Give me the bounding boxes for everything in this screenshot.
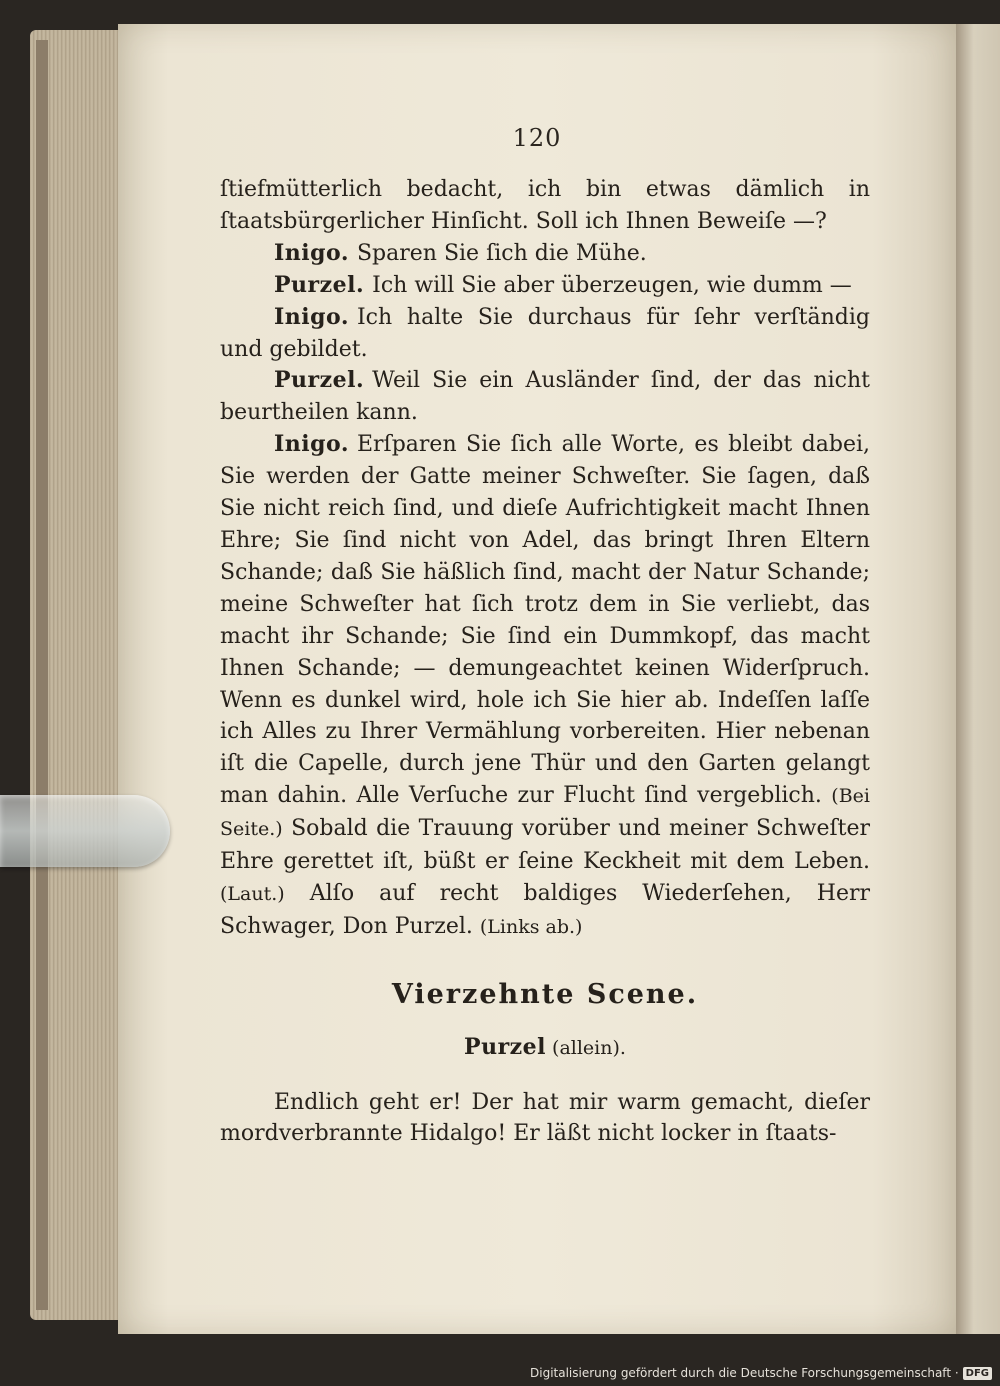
speaker-name: Inigo.: [274, 239, 349, 266]
page-text: [220, 174, 870, 1150]
dialogue-text: Ich will Sie aber überzeugen, wie dumm —: [372, 272, 852, 298]
dialogue-line: [220, 302, 870, 366]
stage-direction: (Links ab.): [479, 915, 583, 938]
footer-credit-text: Digitalisierung gefördert durch die Deutsche Forschungsgemeinschaft ·: [530, 1366, 959, 1380]
stage-direction: (Bei Seite.): [220, 785, 870, 841]
book-cover-edge: [36, 40, 48, 1310]
scene-character-line: [220, 1032, 870, 1065]
paragraph-continuation: ſtiefmütterlich bedacht, ich bin etwas dämlich in ſtaatsbürgerlicher Hinſicht. Soll ich Ihnen Beweiſe —?: [220, 177, 870, 234]
monologue-paragraph: Endlich geht er! Der hat mir warm gemacht, dieſer mordverbrannte Hidalgo! Er läßt nicht locker in ſtaats-: [220, 1089, 870, 1147]
stage-direction: (Laut.): [220, 882, 285, 905]
speaker-name: Inigo.: [274, 303, 349, 330]
speaker-name: Inigo.: [274, 431, 349, 458]
dialogue-text: Ich halte Sie durchaus für ſehr verſtändig und gebildet.: [220, 304, 870, 362]
dialogue-text: Sobald die Trauung vorüber und meiner Schweſter Ehre gerettet iſt, büßt er ſeine Keckheit mit dem Leben.: [220, 816, 870, 875]
dialogue-line: [220, 429, 870, 944]
plastic-page-clip: [0, 795, 170, 867]
dialogue-text: Alſo auf recht baldiges Wiederſehen, Herr Schwager, Don Purzel.: [220, 880, 870, 939]
scene-character-note: (allein).: [552, 1036, 626, 1059]
speaker-name: Purzel.: [274, 271, 365, 298]
dfg-logo-icon: DFG: [963, 1367, 992, 1380]
dialogue-line: [220, 238, 870, 270]
scene-heading: Vierzehnte Scene.: [391, 978, 699, 1010]
dialogue-line: [220, 270, 870, 302]
page-number: 120: [512, 124, 562, 152]
dialogue-text: Sparen Sie ſich die Mühe.: [356, 240, 647, 266]
book-page: [118, 24, 956, 1334]
scene-character: Purzel: [464, 1033, 547, 1060]
dialogue-line: [220, 365, 870, 429]
facing-page-edge: [956, 24, 1000, 1334]
dialogue-text: Weil Sie ein Ausländer ſind, der das nicht beurtheilen kann.: [220, 368, 870, 426]
footer-credit: [530, 1366, 992, 1380]
speaker-name: Purzel.: [274, 367, 365, 394]
dialogue-text: Erſparen Sie ſich alle Worte, es bleibt dabei, Sie werden der Gatte meiner Schweſter. Sie ſagen, daß Sie nicht reich ſind, und dieſe Aufrichtigkeit macht Ihnen Ehre; Sie ſind nicht von Adel, das bringt Ihren Eltern Schande; daß Sie häßlich ſind, macht der Natur Schande; meine Schweſter hat ſich trotz dem in Sie verliebt, das macht ihr Schande; Sie ſind ein Dummkopf, das macht Ihnen Schande; — demungeachtet keinen Widerſpruch. Wenn es dunkel wird, hole ich Sie hier ab. Indeſſen laſſe ich Alles zu Ihrer Vermählung vorbereiten. Hier nebenan iſt die Capelle, durch jene Thür und den Garten gelangt man dahin. Alle Verſuche zur Flucht ſind vergeblich.: [220, 432, 870, 809]
